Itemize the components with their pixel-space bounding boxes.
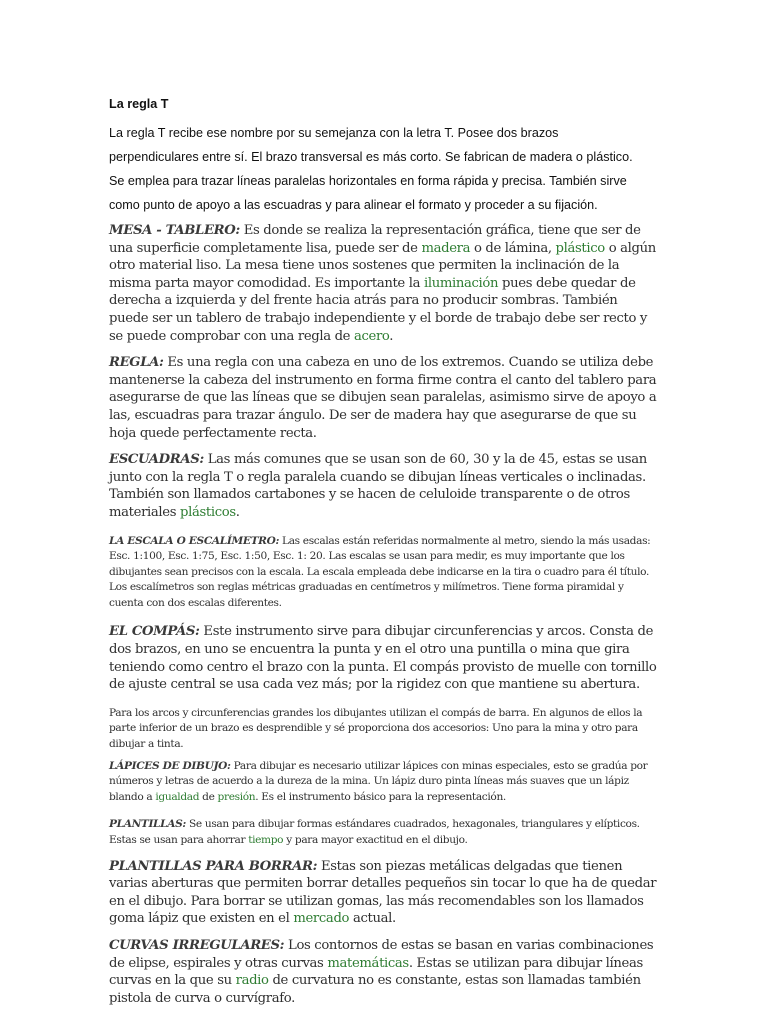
link-madera[interactable]: madera: [421, 240, 471, 256]
paragraph-text: Estas son piezas metálicas delgadas que tienen varias aberturas que permiten borrar detalles pequeños sin tocar lo que ha de quedar en el dibujo. Para borrar se utilizan gomas, las más recomendables son los llamados goma lápiz que existen en el: [109, 858, 657, 927]
paragraph-text: Las más comunes que se usan son de 60, 30 y la de 45, estas se usan junto con la regla T o regla paralela cuando se dibujan líneas verticales o inclinadas. También son llamados cartabones y se hacen de celuloide transparente o de otros materiales: [109, 452, 647, 520]
paragraph-text: de curvatura no es constante, estas son llamadas también pistola de curva o curvígrafo.: [109, 973, 641, 1006]
term-heading: ESCUADRAS:: [109, 452, 204, 468]
plantillas-paragraph: [109, 817, 659, 848]
link-plastico[interactable]: plástico: [555, 240, 605, 256]
escala-paragraph: [109, 534, 659, 612]
link-acero[interactable]: acero: [353, 328, 390, 344]
term-heading: LÁPICES DE DIBUJO:: [109, 759, 231, 772]
link-igualdad[interactable]: igualdad: [155, 790, 200, 803]
arcos-paragraph: Para los arcos y circunferencias grandes los dibujantes utilizan el compás de barra. En algunos de ellos la parte inferior de un brazo es desprendible y sé proporciona dos accesorios: Uno para la mina y otro para dibujar a tinta.: [109, 706, 643, 751]
paragraph-text: o algún otro material liso. La mesa tiene unos sostenes que permiten la inclinación de la misma parta mayor comodidad. Es importante la: [109, 240, 656, 291]
term-heading: REGLA:: [109, 355, 164, 371]
regla-paragraph: [109, 354, 659, 442]
lapices-paragraph: [109, 759, 659, 806]
curvas-paragraph: [109, 937, 659, 1007]
section-title: La regla T: [109, 97, 169, 111]
link-presion[interactable]: presión: [217, 790, 256, 803]
paragraph-text: Las escalas están referidas normalmente al metro, siendo la más usadas: Esc. 1:100, Esc. 1:75, Esc. 1:50, Esc. 1: 20. Las escalas se usan para medir, es muy importante que los dibujantes sean precisos con la escala. La escala empleada debe indicarse en la tira o cuadro para él título. Los escalímetros son reglas métricas graduadas en centímetros y milímetros. Tiene forma piramidal y cuenta con dos escalas diferentes.: [109, 534, 651, 609]
body-line: La regla T recibe ese nombre por su semejanza con la letra T. Posee dos brazos: [109, 126, 559, 140]
term-heading: LA ESCALA O ESCALÍMETRO:: [109, 534, 280, 547]
link-radio[interactable]: radio: [235, 973, 269, 989]
paragraph-text: y para mayor exactitud en el dibujo.: [283, 834, 468, 846]
paragraph-text: .: [389, 328, 394, 344]
link-plasticos[interactable]: plásticos: [180, 504, 236, 520]
paragraph-text: .: [235, 504, 240, 520]
term-heading: CURVAS IRREGULARES:: [109, 937, 285, 953]
paragraph-text: actual.: [349, 911, 396, 927]
paragraph-text: Se usan para dibujar formas estándares cuadrados, hexagonales, triangulares y elípticos. Estas se usan para ahorrar: [109, 818, 640, 846]
term-heading: PLANTILLAS PARA BORRAR:: [109, 858, 318, 874]
plantillas-borrar-paragraph: [109, 858, 659, 928]
regla-t-section: [109, 96, 659, 217]
mesa-tablero-paragraph: [109, 222, 659, 345]
term-heading: EL COMPÁS:: [109, 624, 200, 640]
link-matematicas[interactable]: matemáticas: [327, 955, 409, 971]
link-mercado[interactable]: mercado: [293, 911, 350, 927]
document-page: [109, 96, 659, 1007]
paragraph-text: Es donde se realiza la representación gráfica, tiene que ser de una superficie completamente lisa, puede ser de: [109, 223, 641, 256]
body-line: perpendiculares entre sí. El brazo transversal es más corto. Se fabrican de madera o plástico.: [109, 150, 633, 164]
paragraph-text: o de lámina,: [470, 240, 556, 256]
paragraph-text: Es una regla con una cabeza en uno de los extremos. Cuando se utiliza debe mantenerse la cabeza del instrumento en forma firme contra el canto del tablero para asegurarse de que las líneas que se dibujen sean paralelas, asimismo sirve de apoyo a las, escuadras para trazar ángulo. De ser de madera hay que asegurarse de que su hoja quede perfectamente recta.: [109, 355, 657, 441]
paragraph-text: de: [199, 790, 218, 803]
paragraph-text: . Estas se utilizan para dibujar líneas curvas en la que su: [109, 955, 643, 989]
term-heading: MESA - TABLERO:: [109, 223, 240, 238]
term-heading: PLANTILLAS:: [109, 818, 186, 831]
escuadras-paragraph: [109, 451, 659, 521]
link-tiempo[interactable]: tiempo: [248, 834, 284, 846]
paragraph-text: Este instrumento sirve para dibujar circunferencias y arcos. Consta de dos brazos, en uno se encuentra la punta y en el otro una puntilla o mina que gira teniendo como centro el brazo con la punta. El compás provisto de muelle con tornillo de ajuste central se usa cada vez más; por la rigidez con que mantiene su abertura.: [109, 624, 657, 693]
paragraph-text: Para dibujar es necesario utilizar lápices con minas especiales, esto se gradúa por números y letras de acuerdo a la dureza de la mina. Un lápiz duro pinta líneas más suaves que un lápiz blando a: [109, 759, 648, 803]
compas-paragraph: [109, 623, 659, 693]
body-line: Se emplea para trazar líneas paralelas horizontales en forma rápida y precisa. También sirve: [109, 174, 627, 188]
paragraph-text: pues debe quedar de derecha a izquierda y del frente hacia atrás para no producir sombras. También puede ser un tablero de trabajo independiente y el borde de trabajo debe ser recto y se puede comprobar con una regla de: [109, 275, 647, 344]
body-line: como punto de apoyo a las escuadras y para alinear el formato y proceder a su fijación.: [109, 198, 598, 212]
paragraph-text: Los contornos de estas se basan en varias combinaciones de elipse, espirales y otras curvas: [109, 937, 654, 971]
paragraph-text: . Es el instrumento básico para la representación.: [255, 790, 506, 803]
link-iluminacion[interactable]: iluminación: [423, 275, 499, 291]
